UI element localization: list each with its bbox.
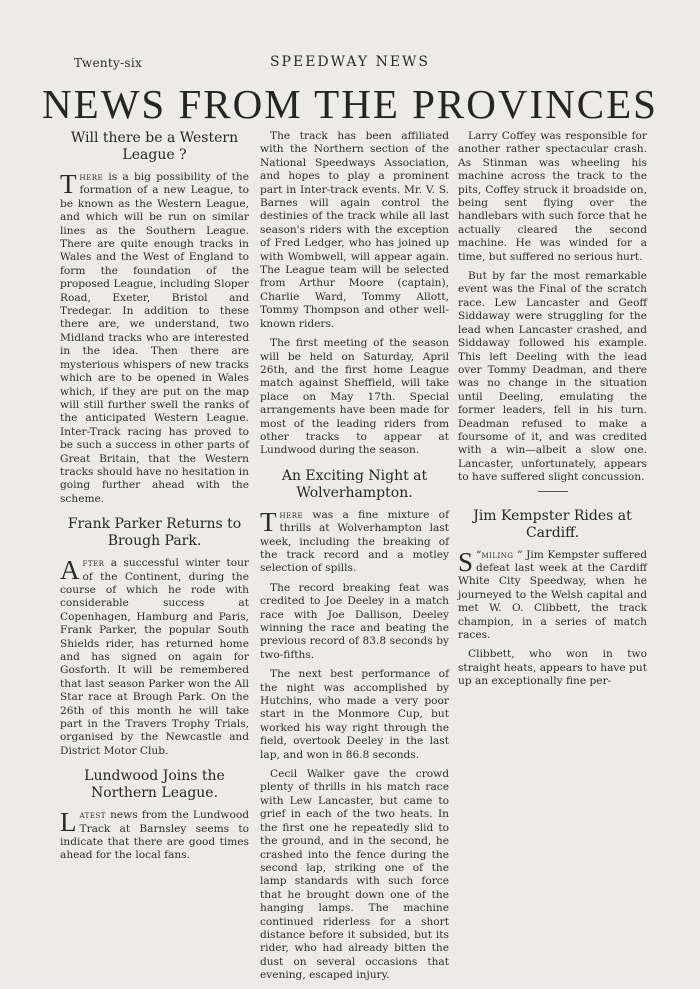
column-3 bbox=[458, 130, 647, 695]
page-folio: Twenty-six bbox=[74, 56, 143, 70]
article-wolverhampton-body bbox=[260, 506, 449, 576]
article-frank-parker-body bbox=[60, 557, 249, 758]
lead-word: miling bbox=[481, 548, 514, 561]
article-wolverhampton-paragraph-6: But by far the most remarkable event was the Final of the scratch race. Lew Lancaster and Geoff Siddaway were struggling for the lead when Lancaster crashed, and Siddaway followed his example. This left Deeling with the lead over Tommy Deadman, and there was no change in the situation until Deeling, emulating the former leaders, fell in his turn. Deadman refused to make a foursome of it, and was credited with a win—albeit a slow one. Lancaster, unfortunately, appears to have suffered slight concussion. bbox=[458, 270, 647, 484]
open-quote: “ bbox=[476, 548, 482, 561]
lead-word: here bbox=[79, 171, 104, 183]
paragraph-text: news from the Lundwood Track at Barnsley seems to indicate that there are good times ahead for the local fans. bbox=[60, 809, 249, 862]
article-wolverhampton-paragraph-5: Larry Coffey was responsible for another rather spectacular crash. As Stinman was wheeling his machine across the track to the pits, Coffey struck it broadside on, being sent flying over the handlebars with such force that he actually cleared the second machine. He was winded for a time, but suffered no serious hurt. bbox=[458, 130, 647, 263]
drop-cap: A bbox=[60, 555, 80, 586]
paragraph-text: is a big possibility of the formation of a new League, to be known as the Western League, and which will be run on similar lines as the Southern League. There are quite enough tracks in Wales and the West of England to form the foundation of the proposed League, including Sloper Road, Exeter, Bristol and Tredegar. In addition to these there are, we understand, two Midland tracks who are interested in the idea. Then there are mysterious whispers of new tracks which are to be opened in Wales which, if they are put on the map will still further swell the ranks of the anticipated Western League. Inter-Track racing has proved to be such a success in other parts of Great Britain, that the Western tracks should have no hesitation in going further ahead with the scheme. bbox=[60, 171, 249, 505]
article-kempster-heading: Jim Kempster Rides at Cardiff. bbox=[473, 507, 632, 541]
paragraph-text: ” Jim Kempster suffered defeat last week at the Cardiff White City Speedway, when he journeyed to the Welsh capital and met W. O. Clibbett, the track champion, in a series of match races. bbox=[458, 548, 647, 641]
article-wolverhampton-paragraph-2: The record breaking feat was credited to Joe Deeley in a match race with Joe Dallison, Deeley winning the race and beating the previous record of 83.8 seconds by two-fifths. bbox=[260, 581, 449, 661]
paragraph-text: was a fine mixture of thrills at Wolverhampton last week, including the breaking of the track record and a motley selection of spills. bbox=[260, 508, 449, 575]
drop-cap: T bbox=[60, 169, 77, 199]
column-1 bbox=[60, 130, 249, 869]
running-head: SPEEDWAY NEWS bbox=[269, 54, 431, 70]
section-divider bbox=[538, 491, 568, 492]
article-lundwood-paragraph-2: The track has been affiliated with the Northern section of the National Speedways Association, and hopes to play a prominent part in Inter-track events. Mr. V. S. Barnes will again control the destinies of the track while all last season's riders with the exception of Fred Ledger, who has joined up with Wombwell, will appear again. The League team will be selected from Arthur Moore (captain), Charlie Ward, Tommy Allott, Tommy Thompson and other well-known riders. bbox=[260, 130, 449, 330]
drop-cap: L bbox=[60, 807, 77, 838]
article-western-league-body bbox=[60, 171, 249, 506]
drop-cap: T bbox=[260, 506, 277, 537]
column-2 bbox=[260, 130, 449, 989]
article-kempster-body bbox=[458, 546, 647, 643]
article-lundwood-heading: Lundwood Joins the Northern League. bbox=[84, 768, 225, 802]
lead-word: here bbox=[279, 508, 304, 521]
drop-cap: S bbox=[458, 546, 474, 577]
article-frank-parker-heading: Frank Parker Returns to Brough Park. bbox=[67, 516, 242, 550]
article-western-league-heading: Will there be a Western League ? bbox=[70, 130, 239, 163]
article-kempster-paragraph-2: Clibbett, who won in two straight heats, appears to have put up an exceptionally fine per- bbox=[458, 648, 647, 688]
paragraph-text: a successful winter tour of the Continent, during the course of which he rode with considerable success at Copenhagen, Hamburg and Paris, Frank Parker, the popular South Shields rider, has returned home and has signed on again for Gosforth. It will be remembered that last season Parker won the All Star race at Brough Park. On the 26th of this month he will take part in the Travers Trophy Trials, organised by the Newcastle and District Motor Club. bbox=[60, 557, 249, 757]
lead-word: atest bbox=[79, 809, 106, 822]
article-lundwood-body bbox=[60, 809, 249, 863]
lead-word: fter bbox=[82, 557, 105, 570]
article-wolverhampton-paragraph-3: The next best performance of the night was accomplished by Hutchins, who made a very poor start in the Monmore Cup, but worked his way right through the field, overtook Deeley in the last lap, and won in 86.8 seconds. bbox=[260, 668, 449, 761]
article-wolverhampton-paragraph-4: Cecil Walker gave the crowd plenty of thrills in his match race with Lew Lancaster, but came to grief in each of the two heats. In the first one he repeatedly slid to the ground, and in the second, he crashed into the fence during the second lap, striking one of the lamp standards with such force that he brought down one of the hanging lamps. The machine continued riderless for a short distance before it subsided, but its rider, who had already bitten the dust on several occasions that evening, escaped injury. bbox=[260, 768, 449, 982]
article-wolverhampton-heading: An Exciting Night at Wolverhampton. bbox=[281, 467, 428, 501]
page-title: NEWS FROM THE PROVINCES bbox=[42, 81, 658, 127]
article-lundwood-paragraph-3: The first meeting of the season will be held on Saturday, April 26th, and the first home League match against Sheffield, will take place on May 17th. Special arrangements have been made for most of the leading riders from other tracks to appear at Lundwood during the season. bbox=[260, 337, 449, 457]
